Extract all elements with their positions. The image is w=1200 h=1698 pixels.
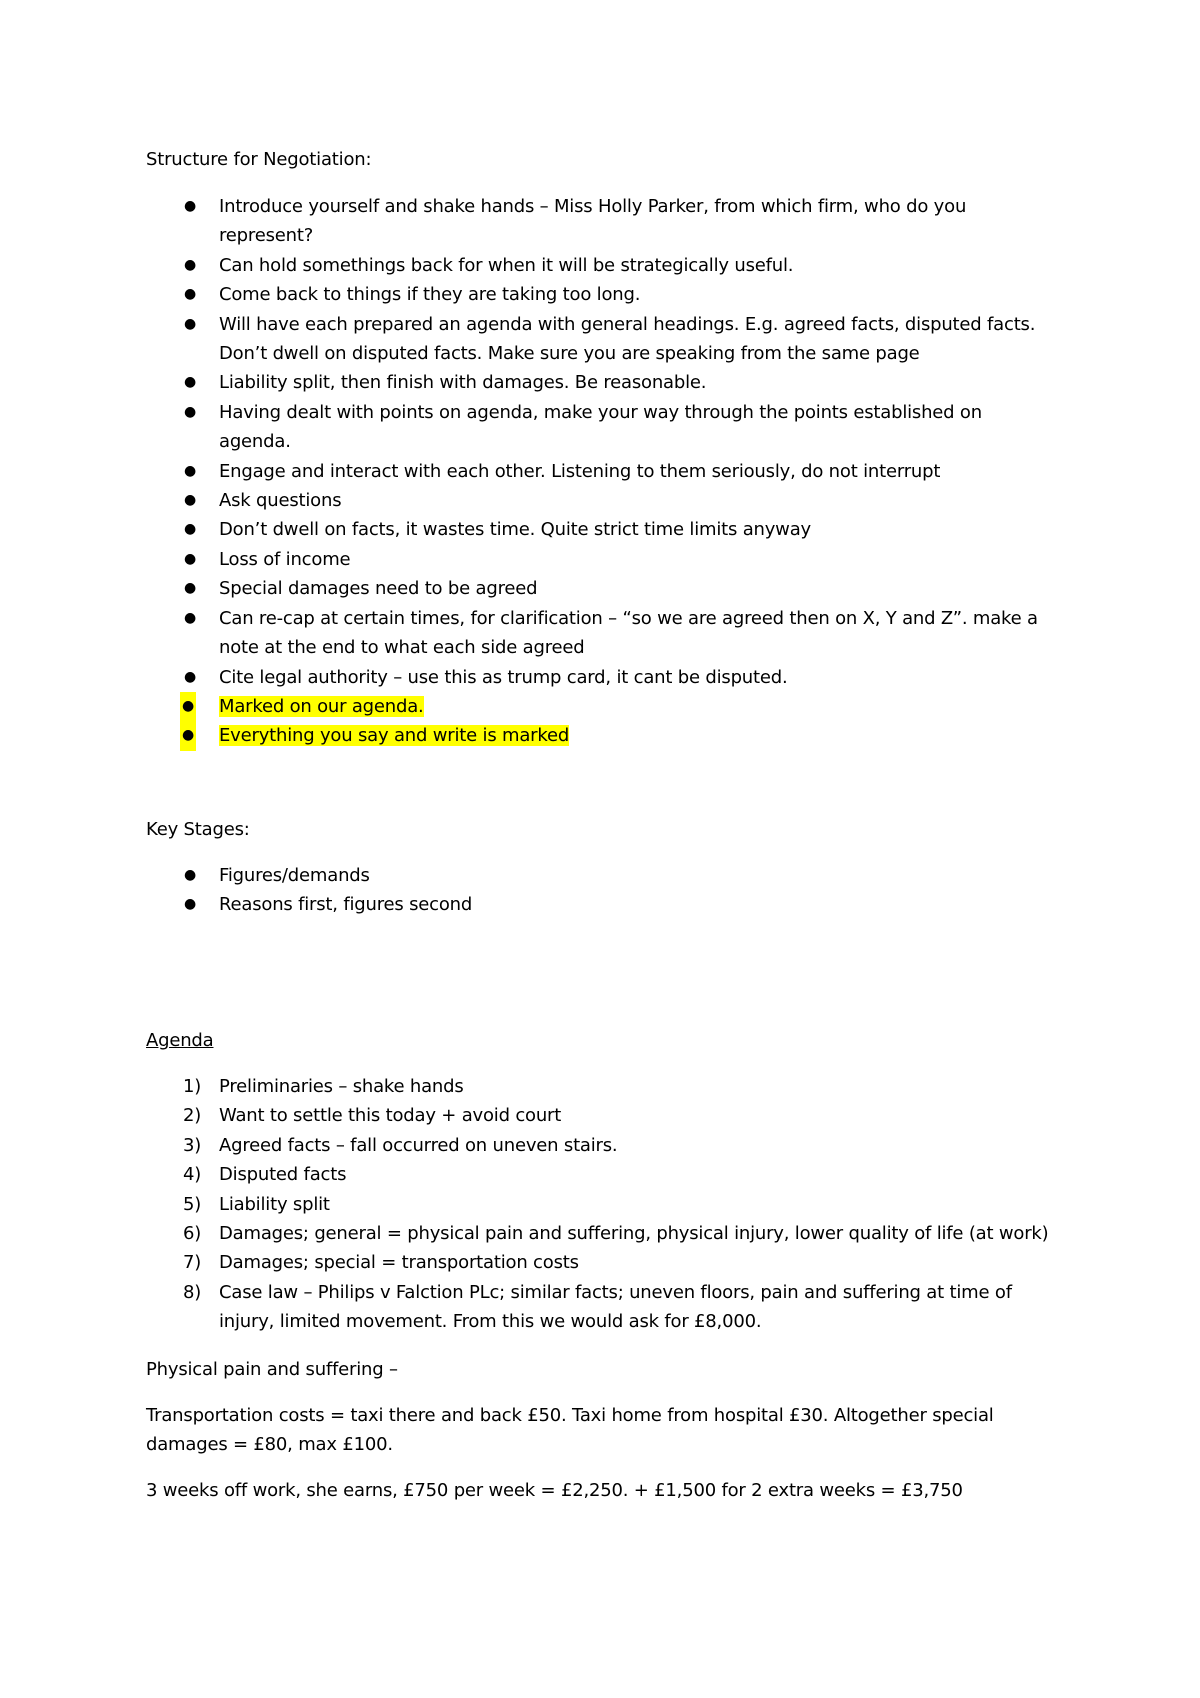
bullet-icon: ● [184, 315, 197, 332]
bullet-icon: ● [184, 580, 197, 597]
list-item: ● Introduce yourself and shake hands – Miss Holly Parker, from which firm, who do you represent? [146, 192, 1086, 251]
bullet-icon: ● [184, 256, 197, 273]
list-item: 8) Case law – Philips v Falction PLc; similar facts; uneven floors, pain and suffering at time of injury, limited movement. From this we would ask for £8,000. [183, 1281, 1012, 1333]
structure-list [146, 192, 1086, 751]
bullet-icon: ● [184, 403, 197, 420]
list-item: ● Reasons first, figures second [146, 890, 1086, 919]
pain-paragraph: Physical pain and suffering – [146, 1359, 398, 1380]
list-item: 1) Preliminaries – shake hands [183, 1076, 464, 1097]
highlighted-text: Everything you say and write is marked [219, 725, 570, 747]
list-item: ● Liability split, then finish with damages. Be reasonable. [146, 368, 1086, 397]
bullet-icon: ● [184, 550, 197, 567]
transport-paragraph: Transportation costs = taxi there and back £50. Taxi home from hospital £30. Altogether special damages = £80, max £100. [146, 1405, 994, 1455]
agenda-heading: Agenda [146, 1030, 214, 1051]
list-item: 5) Liability split [183, 1193, 330, 1215]
bullet-icon: ● [184, 374, 197, 391]
list-item: ● Come back to things if they are taking too long. [146, 280, 1086, 309]
list-item: ● Special damages need to be agreed [146, 574, 1086, 603]
bullet-icon: ● [184, 867, 197, 883]
income-paragraph: 3 weeks off work, she earns, £750 per week = £2,250. + £1,500 for 2 extra weeks = £3,750 [146, 1480, 963, 1501]
list-item: ● Don’t dwell on facts, it wastes time. Quite strict time limits anyway [146, 515, 1086, 544]
list-item: 4) Disputed facts [183, 1164, 347, 1186]
list-item: ● Cite legal authority – use this as trump card, it cant be disputed. [146, 663, 1086, 692]
list-item: 6) Damages; general = physical pain and suffering, physical injury, lower quality of life (at work) [183, 1223, 1049, 1245]
bullet-icon: ● [184, 668, 197, 685]
highlighted-list-item [146, 692, 1086, 721]
bullet-icon: ● [184, 896, 197, 913]
list-item: 2) Want to settle this today + avoid court [183, 1105, 562, 1127]
list-item: ● Will have each prepared an agenda with general headings. E.g. agreed facts, disputed facts. Don’t dwell on disputed facts. Make sure you are speaking from the same page [146, 310, 1086, 369]
highlighted-list-item [146, 721, 1086, 750]
highlighted-text: Marked on our agenda. [219, 695, 424, 717]
bullet-icon: ● [184, 286, 197, 303]
structure-heading: Structure for Negotiation: [146, 149, 372, 170]
list-item: ● Ask questions [146, 486, 1086, 515]
key-stages-list [146, 861, 1086, 920]
list-item: ● Having dealt with points on agenda, make your way through the points established on agenda. [146, 398, 1086, 457]
list-item: ● Figures/demands [146, 861, 1086, 890]
list-item: ● Loss of income [146, 545, 1086, 574]
list-item: 7) Damages; special = transportation costs [183, 1252, 579, 1274]
bullet-icon: ● [184, 462, 197, 479]
bullet-icon: ● [184, 521, 197, 538]
bullet-icon: ● [184, 492, 197, 509]
list-item: ● Can re-cap at certain times, for clarification – “so we are agreed then on X, Y and Z”. make a note at the end to what each side agreed [146, 604, 1086, 663]
list-item: ● Can hold somethings back for when it will be strategically useful. [146, 251, 1086, 280]
agenda-list [146, 1072, 1086, 1337]
list-item: ● Engage and interact with each other. Listening to them seriously, do not interrupt [146, 457, 1086, 486]
bullet-icon: ● [180, 721, 196, 750]
list-item: 3) Agreed facts – fall occurred on uneven stairs. [183, 1134, 618, 1156]
bullet-icon: ● [184, 609, 197, 626]
bullet-icon: ● [184, 198, 197, 214]
bullet-icon: ● [180, 692, 196, 721]
key-stages-heading: Key Stages: [146, 819, 250, 840]
